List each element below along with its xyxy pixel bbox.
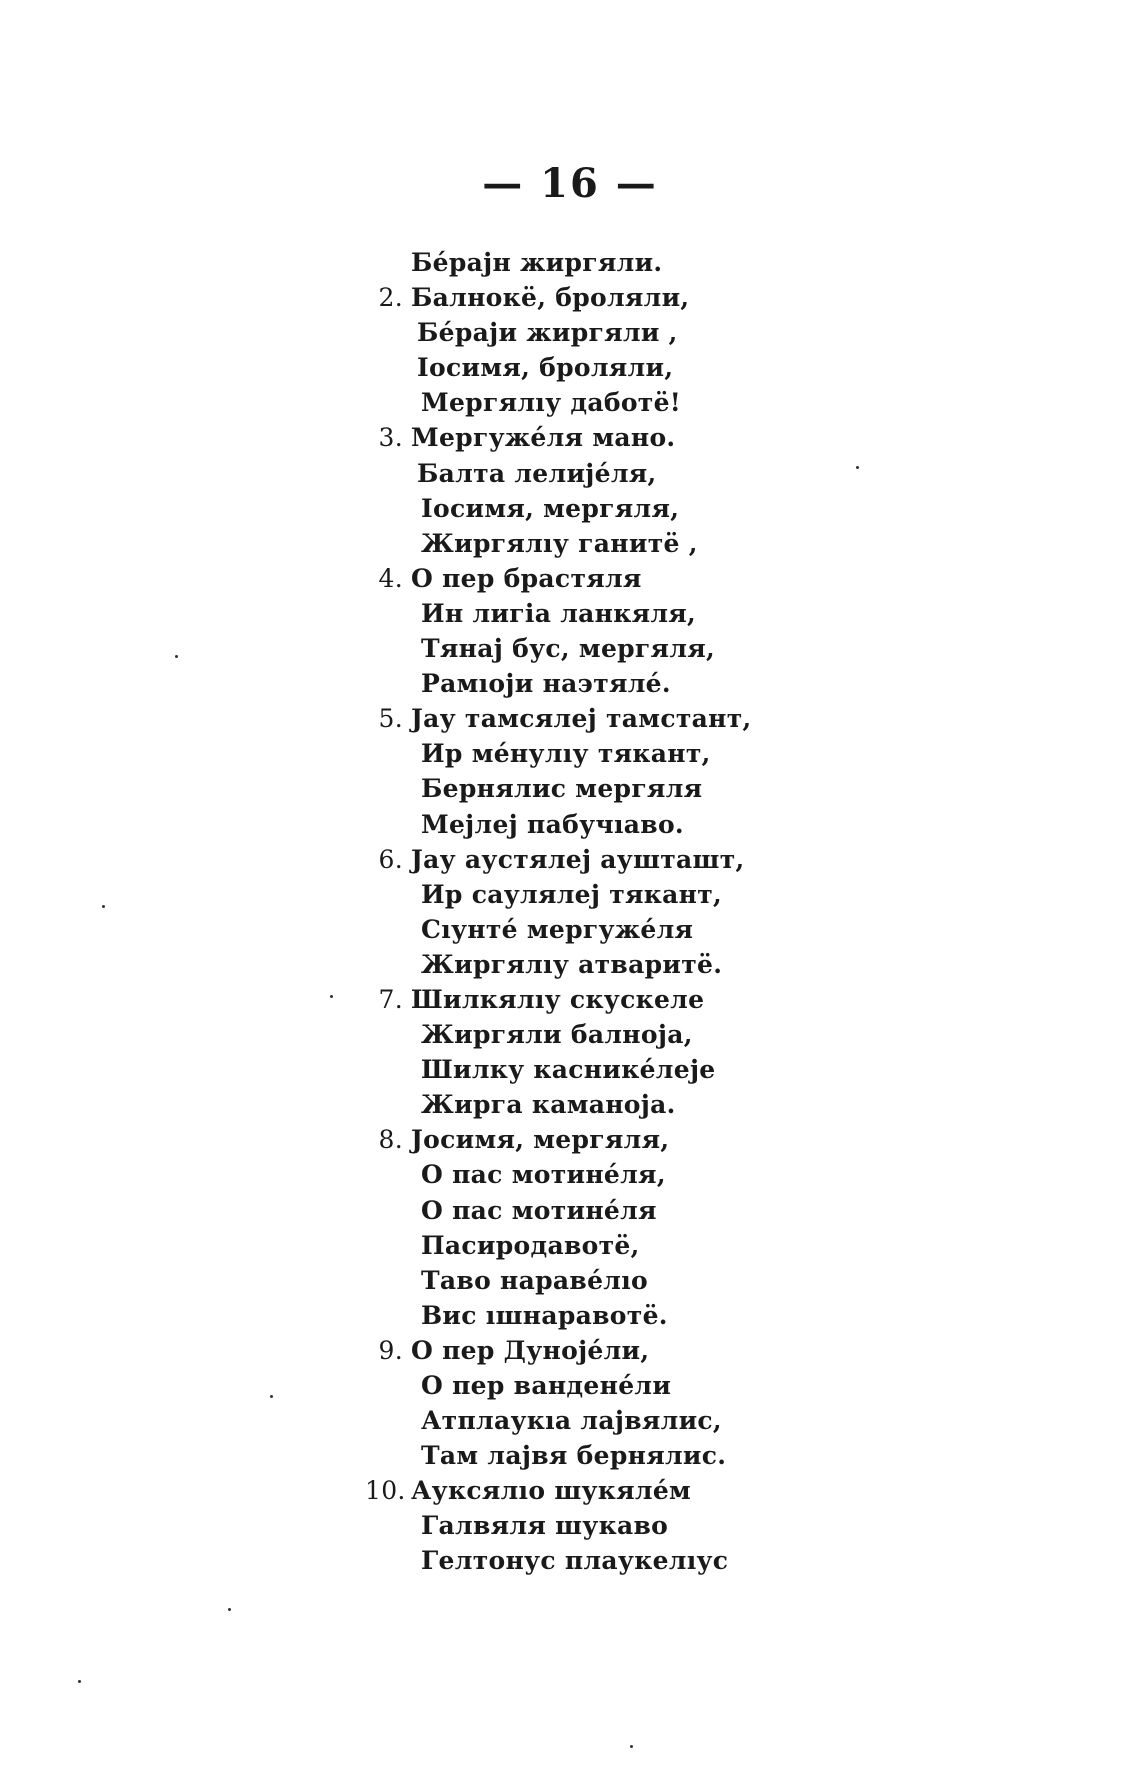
- scan-speck: [630, 1745, 633, 1748]
- poem-line: [365, 564, 885, 599]
- poem-line: [365, 599, 885, 634]
- poem-line: [365, 1336, 885, 1371]
- stanza-number: 8.: [378, 1125, 403, 1155]
- stanza-number: 5.: [378, 704, 403, 734]
- poem-line: [365, 1406, 885, 1441]
- poem-line-text: Јау аустялеј аушташт,: [411, 844, 745, 874]
- page-number: — 16 —: [482, 160, 658, 207]
- poem-line-text: Жиргялıу ганитë ,: [421, 528, 698, 558]
- poem-line: [365, 774, 885, 809]
- poem-line: [365, 494, 885, 529]
- stanza-number: 4.: [378, 563, 403, 593]
- poem-line-text: Іосимя, мергяля,: [421, 493, 680, 523]
- poem-line-text: Пасиродавотë,: [421, 1230, 640, 1260]
- poem-line-text: О пер брастяля: [411, 563, 642, 593]
- poem-line: [365, 1196, 885, 1231]
- poem-line-text: Шилкялıу скускеле: [411, 984, 705, 1014]
- poem-line-text: Таво наравéлıо: [421, 1265, 649, 1295]
- poem-line: [365, 634, 885, 669]
- poem-line: [365, 283, 885, 318]
- poem-line: [365, 669, 885, 704]
- poem-line: [365, 388, 885, 423]
- poem-line-text: Жирга каманоја.: [421, 1090, 676, 1120]
- stanza-number: 3.: [378, 423, 403, 453]
- poem-line: [365, 423, 885, 458]
- poem-line-text: Гелтонус плаукелıус: [421, 1546, 729, 1576]
- poem-line: [365, 880, 885, 915]
- poem-line: [365, 1125, 885, 1160]
- poem-line-text: Бéраји жиргяли ,: [417, 318, 678, 348]
- poem-line-text: Сıунтé мергужéля: [421, 914, 694, 944]
- poem-line: [365, 1020, 885, 1055]
- poem-line-text: Там лајвя бернялис.: [421, 1441, 727, 1471]
- poem-line: [365, 739, 885, 774]
- stanza-number: 2.: [378, 283, 403, 313]
- scan-speck: [330, 995, 333, 998]
- scan-speck: [102, 905, 105, 908]
- poem-line: [365, 704, 885, 739]
- stanza-number: 10.: [365, 1476, 406, 1506]
- poem-line-text: Јосимя, мергяля,: [411, 1125, 670, 1155]
- poem-line: [365, 1511, 885, 1546]
- poem-line-text: Галвяля шукаво: [421, 1511, 669, 1541]
- poem: [365, 248, 885, 1582]
- poem-line: [365, 318, 885, 353]
- poem-line-text: Мејлеј пабучıаво.: [421, 809, 684, 839]
- poem-line-text: Жиргяли балноја,: [421, 1020, 693, 1050]
- poem-line: [365, 353, 885, 388]
- poem-line: [365, 950, 885, 985]
- scan-speck: [228, 1608, 231, 1611]
- poem-line: [365, 845, 885, 880]
- poem-line: [365, 1476, 885, 1511]
- poem-line: [365, 1371, 885, 1406]
- stanza-number: 9.: [378, 1335, 403, 1365]
- poem-line-text: Атплаукıа лајвялис,: [421, 1406, 722, 1436]
- poem-line: [365, 915, 885, 950]
- poem-line-text: Ир мéнулıу тякант,: [421, 739, 711, 769]
- poem-line: [365, 1441, 885, 1476]
- poem-line: [365, 1231, 885, 1266]
- poem-line-text: Ауксялıо шукялéм: [411, 1476, 692, 1506]
- poem-line-text: О пас мотинéля: [421, 1195, 657, 1225]
- stanza-number: 7.: [378, 984, 403, 1014]
- poem-line-text: Балнокë, броляли,: [411, 283, 690, 313]
- poem-line-text: О пер Дунојéли,: [411, 1335, 650, 1365]
- poem-line-text: Балта лелијéля,: [417, 458, 657, 488]
- poem-line-text: Јау тамсялеј тамстант,: [411, 704, 752, 734]
- poem-line: [365, 248, 885, 283]
- poem-line-text: Жиргялıу атваритë.: [421, 949, 723, 979]
- poem-line: [365, 1160, 885, 1195]
- poem-line-text: Вис ıшнаравотë.: [421, 1300, 668, 1330]
- poem-line-text: Ин лигіа ланкяля,: [421, 598, 697, 628]
- poem-line: [365, 1090, 885, 1125]
- stanza-number: 6.: [378, 844, 403, 874]
- scan-speck: [856, 466, 859, 469]
- poem-line: [365, 1055, 885, 1090]
- poem-line-text: Мергялıу даботë!: [421, 388, 682, 418]
- poem-line: [365, 810, 885, 845]
- poem-line: [365, 1301, 885, 1336]
- scan-speck: [78, 1680, 81, 1683]
- poem-line-text: Рамıоји наэтялé.: [421, 669, 671, 699]
- scan-speck: [175, 655, 178, 658]
- poem-line: [365, 459, 885, 494]
- poem-line-text: Бернялис мергяля: [421, 774, 703, 804]
- poem-line-text: Мергужéля мано.: [411, 423, 676, 453]
- poem-line-text: Бéрајн жиргяли.: [411, 248, 663, 277]
- poem-line-text: Тянај бус, мергяля,: [421, 634, 716, 664]
- poem-line: [365, 529, 885, 564]
- poem-line-text: О пер ванденéли: [421, 1371, 672, 1400]
- poem-line-text: Шилку касникéлеје: [421, 1055, 716, 1085]
- poem-line-text: Ир саулялеј тякант,: [421, 879, 723, 909]
- poem-line: [365, 1266, 885, 1301]
- poem-line-text: Іосимя, броляли,: [417, 353, 674, 383]
- poem-line: [365, 1546, 885, 1581]
- poem-line: [365, 985, 885, 1020]
- scan-speck: [270, 1395, 273, 1398]
- poem-line-text: О пас мотинéля,: [421, 1160, 666, 1190]
